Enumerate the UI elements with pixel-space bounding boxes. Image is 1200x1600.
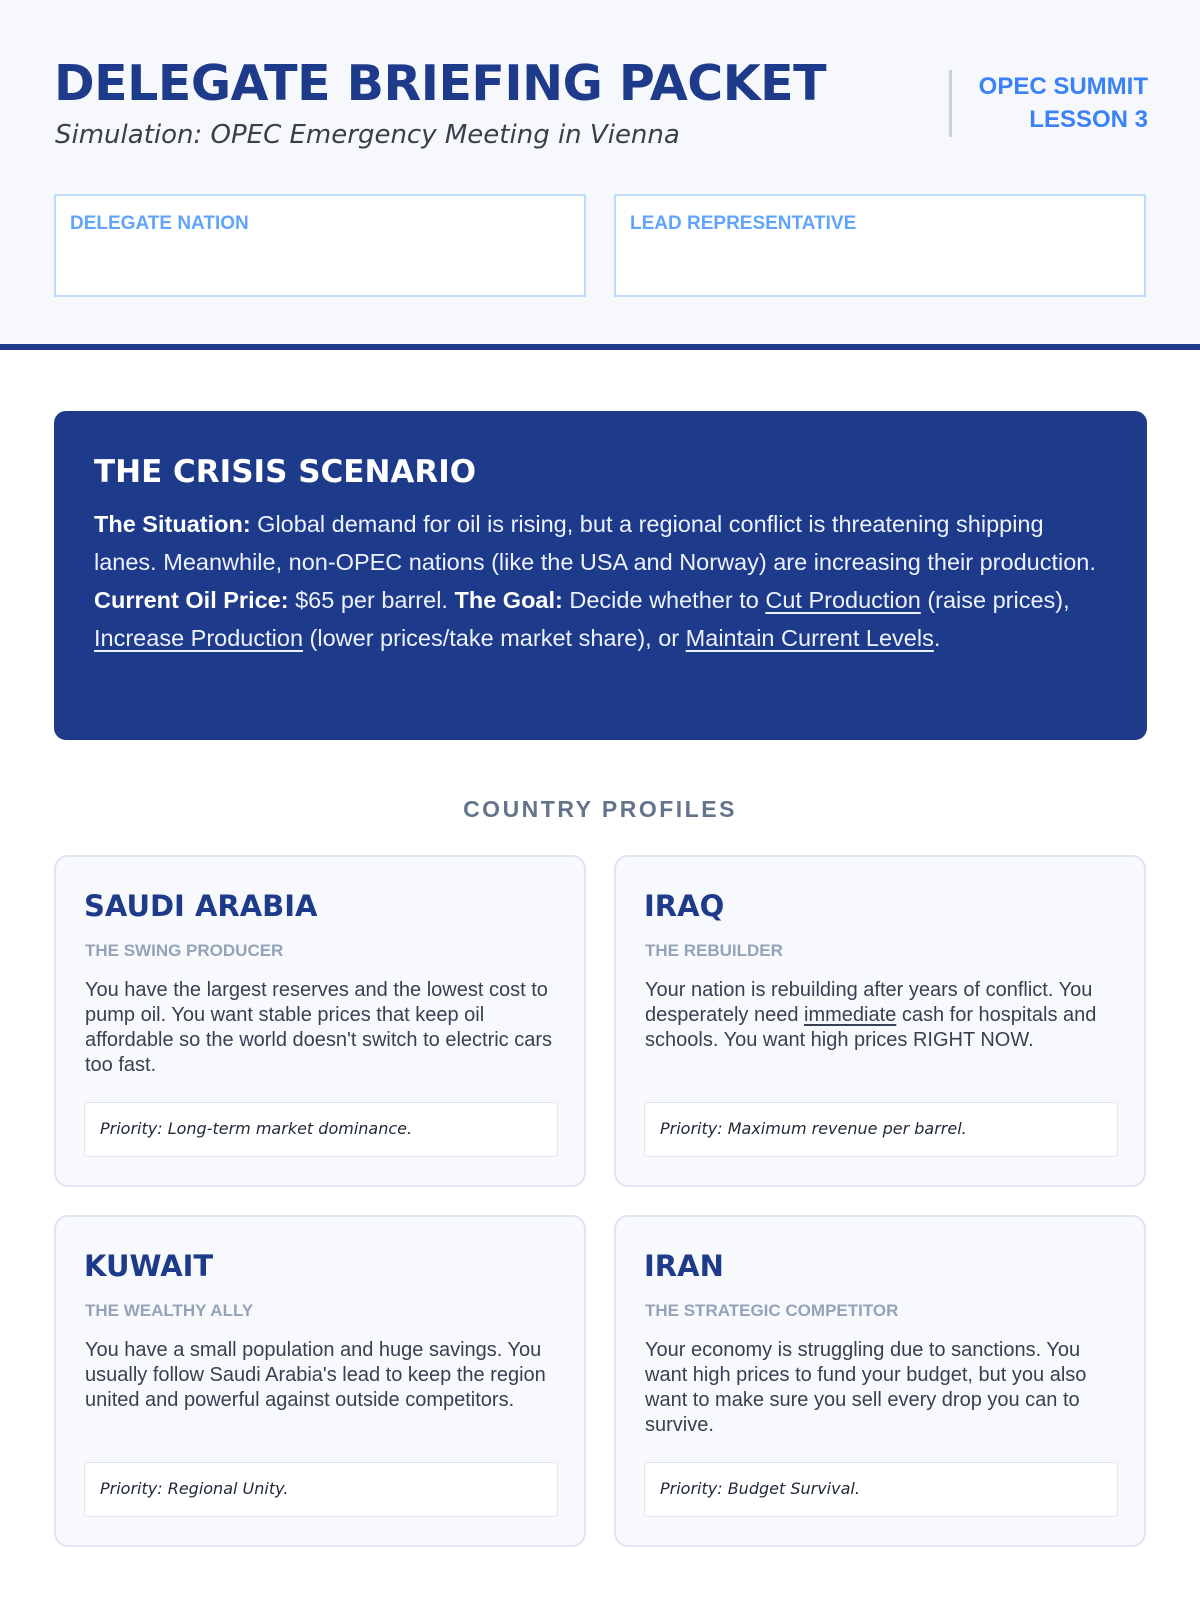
country-role: THE STRATEGIC COMPETITOR	[645, 1301, 899, 1320]
goal-text: Decide whether to	[562, 587, 766, 613]
page-title: DELEGATE BRIEFING PACKET	[54, 55, 827, 112]
country-card-iraq	[614, 855, 1146, 1187]
country-role: THE SWING PRODUCER	[85, 941, 284, 960]
goal-label: The Goal:	[454, 587, 563, 613]
situation-label: The Situation:	[94, 511, 251, 537]
country-name: SAUDI ARABIA	[84, 889, 318, 923]
option-increase-note: (lower prices/take market share), or	[303, 625, 686, 651]
option-maintain-levels: Maintain Current Levels	[685, 625, 934, 651]
country-priority: Priority: Maximum revenue per barrel.	[644, 1102, 1118, 1157]
country-description: Your economy is struggling due to sanctions. You want high prices to fund your budget, but you also want to make sure you sell every drop you can to survive.	[645, 1339, 1087, 1436]
lead-representative-label: LEAD REPRESENTATIVE	[630, 213, 857, 234]
page-subtitle: Simulation: OPEC Emergency Meeting in Vienna	[55, 120, 680, 150]
option-increase-production: Increase Production	[94, 625, 304, 651]
crisis-title: THE CRISIS SCENARIO	[94, 454, 477, 490]
country-description: You have a small population and huge savings. You usually follow Saudi Arabia's lead to keep the region united and powerful against outside competitors.	[85, 1339, 546, 1411]
country-name: IRAQ	[644, 889, 725, 923]
delegate-nation-label: DELEGATE NATION	[70, 213, 249, 234]
price-text: $65 per barrel.	[288, 587, 455, 613]
country-card-saudi-arabia	[54, 855, 586, 1187]
price-label: Current Oil Price:	[94, 587, 289, 613]
description-emphasis: immediate	[804, 1004, 897, 1026]
country-priority: Priority: Budget Survival.	[644, 1462, 1118, 1517]
country-description: You have the largest reserves and the lowest cost to pump oil. You want stable prices that keep oil affordable so the world doesn't switch to electric cars too fast.	[85, 979, 553, 1076]
delegate-nation-field[interactable]	[54, 194, 586, 297]
option-cut-production: Cut Production	[765, 587, 921, 613]
country-description	[645, 978, 1119, 1053]
lesson-tag	[979, 70, 1148, 136]
country-profiles-heading: COUNTRY PROFILES	[463, 796, 737, 822]
country-name: IRAN	[644, 1249, 724, 1283]
country-name: KUWAIT	[84, 1249, 214, 1283]
country-card-kuwait	[54, 1215, 586, 1547]
country-role: THE REBUILDER	[645, 941, 783, 960]
country-priority: Priority: Regional Unity.	[84, 1462, 558, 1517]
header-divider	[949, 70, 952, 137]
lesson-tag-line1: OPEC SUMMIT	[978, 73, 1148, 100]
crisis-end: .	[933, 625, 941, 651]
country-role: THE WEALTHY ALLY	[85, 1301, 254, 1320]
situation-text: Global demand for oil is rising, but a regional conflict is threatening shipping lanes. Meanwhile, non-OPEC nations (like the USA and Norway) are increasing their production.	[94, 511, 1096, 575]
lesson-tag-line2: LESSON 3	[1029, 106, 1148, 133]
crisis-body	[94, 505, 1107, 657]
packet-header	[0, 0, 1200, 350]
lead-representative-field[interactable]	[614, 194, 1146, 297]
description-part: cash for hospitals and schools. You want high prices RIGHT NOW.	[645, 1004, 1097, 1051]
crisis-scenario-panel	[54, 411, 1147, 740]
description-part: Your nation is rebuilding after years of conflict. You desperately need	[645, 979, 1093, 1026]
country-card-iran	[614, 1215, 1146, 1547]
country-priority: Priority: Long-term market dominance.	[84, 1102, 558, 1157]
option-cut-note: (raise prices),	[920, 587, 1070, 613]
